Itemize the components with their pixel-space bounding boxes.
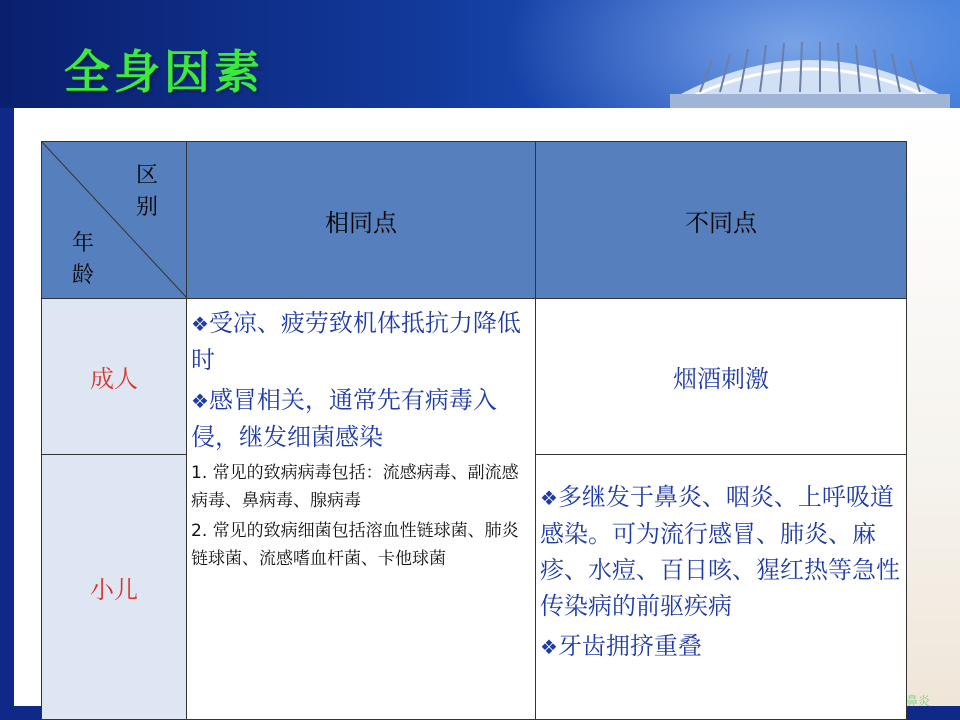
diagonal-divider <box>42 142 187 298</box>
row-label-child: 小儿 <box>42 455 187 720</box>
same-bullet-2: ❖感冒相关，通常先有病毒入侵，继发细菌感染 <box>191 386 497 451</box>
comparison-table <box>41 141 907 720</box>
corner-watermark: 鼻炎 <box>906 694 931 708</box>
same-note-bacteria: 2. 常见的致病细菌包括溶血性链球菌、肺炎链球菌、流感嗜血杆菌、卡他球菌 <box>191 521 519 569</box>
table-header-row <box>42 142 907 299</box>
header-same-points: 相同点 <box>187 142 536 299</box>
same-note-viruses: 1. 常见的致病病毒包括：流感病毒、副流感病毒、鼻病毒、腺病毒 <box>191 463 519 511</box>
diamond-bullet-icon: ❖ <box>191 312 209 336</box>
diff-adult-cell: 烟酒刺激 <box>536 299 907 455</box>
diff-child-cell <box>536 455 907 720</box>
row-label-adult: 成人 <box>42 299 187 455</box>
header-category-label: 区别 <box>136 163 159 220</box>
header-different-points: 不同点 <box>536 142 907 299</box>
diamond-bullet-icon: ❖ <box>540 635 558 659</box>
slide-header <box>0 0 960 108</box>
same-bullet-1: ❖受凉、疲劳致机体抵抗力降低时 <box>191 309 521 374</box>
left-band <box>0 108 14 720</box>
background-decoration <box>906 108 960 706</box>
child-diff-bullet-1: ❖多继发于鼻炎、咽炎、上呼吸道感染。可为流行感冒、肺炎、麻疹、水痘、百日咳、猩红热等急性传染病的前驱疾病 <box>540 483 900 620</box>
diagonal-header-cell <box>42 142 187 299</box>
diamond-bullet-icon: ❖ <box>540 486 558 510</box>
stadium-image <box>660 30 960 108</box>
header-age-label: 年龄 <box>72 231 95 288</box>
child-diff-bullet-2: ❖牙齿拥挤重叠 <box>540 632 702 660</box>
table-row-adult <box>42 299 907 455</box>
diamond-bullet-icon: ❖ <box>191 389 209 413</box>
same-points-cell <box>187 299 536 720</box>
slide-title: 全身因素 <box>64 45 264 99</box>
